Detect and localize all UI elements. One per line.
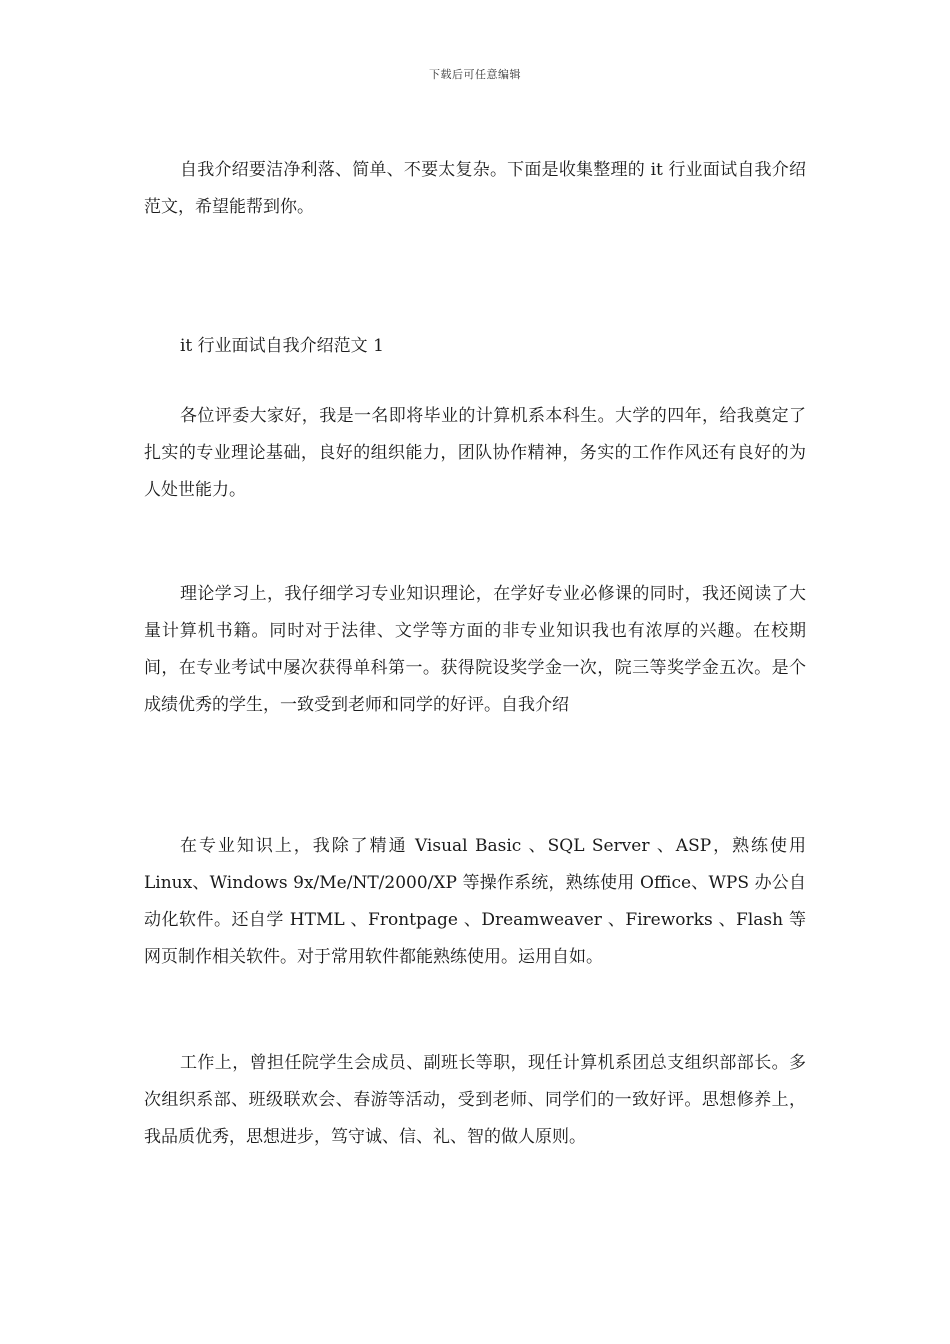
page-header: 下载后可任意编辑 [429, 68, 521, 81]
section-title: it 行业面试自我介绍范文 1 [180, 336, 384, 356]
intro-paragraph: 自我介绍要洁净利落、简单、不要太复杂。下面是收集整理的 it 行业面试自我介绍范文，希望能帮到你。 [144, 160, 806, 217]
body-paragraph: 各位评委大家好，我是一名即将毕业的计算机系本科生。大学的四年，给我奠定了扎实的专业理论基础，良好的组织能力，团队协作精神，务实的工作作风还有良好的为人处世能力。 [144, 406, 806, 500]
body-paragraph: 在专业知识上，我除了精通 Visual Basic 、SQL Server 、ASP，熟练使用 Linux、Windows 9x/Me/NT/2000/XP 等操作系统，熟练使用 Office、WPS 办公自动化软件。还自学 HTML 、Frontpage 、Dreamweaver 、Fireworks 、Flash 等网页制作相关软件。对于常用软件都能熟练使用。运用自如。 [144, 836, 806, 967]
body-paragraph: 理论学习上，我仔细学习专业知识理论，在学好专业必修课的同时，我还阅读了大量计算机书籍。同时对于法律、文学等方面的非专业知识我也有浓厚的兴趣。在校期间，在专业考试中屡次获得单科第一。获得院设奖学金一次，院三等奖学金五次。是个成绩优秀的学生，一致受到老师和同学的好评。自我介绍 [144, 584, 806, 715]
body-paragraph: 工作上，曾担任院学生会成员、副班长等职，现任计算机系团总支组织部部长。多次组织系部、班级联欢会、春游等活动，受到老师、同学们的一致好评。思想修养上，我品质优秀，思想进步，笃守诚、信、礼、智的做人原则。 [144, 1053, 806, 1147]
